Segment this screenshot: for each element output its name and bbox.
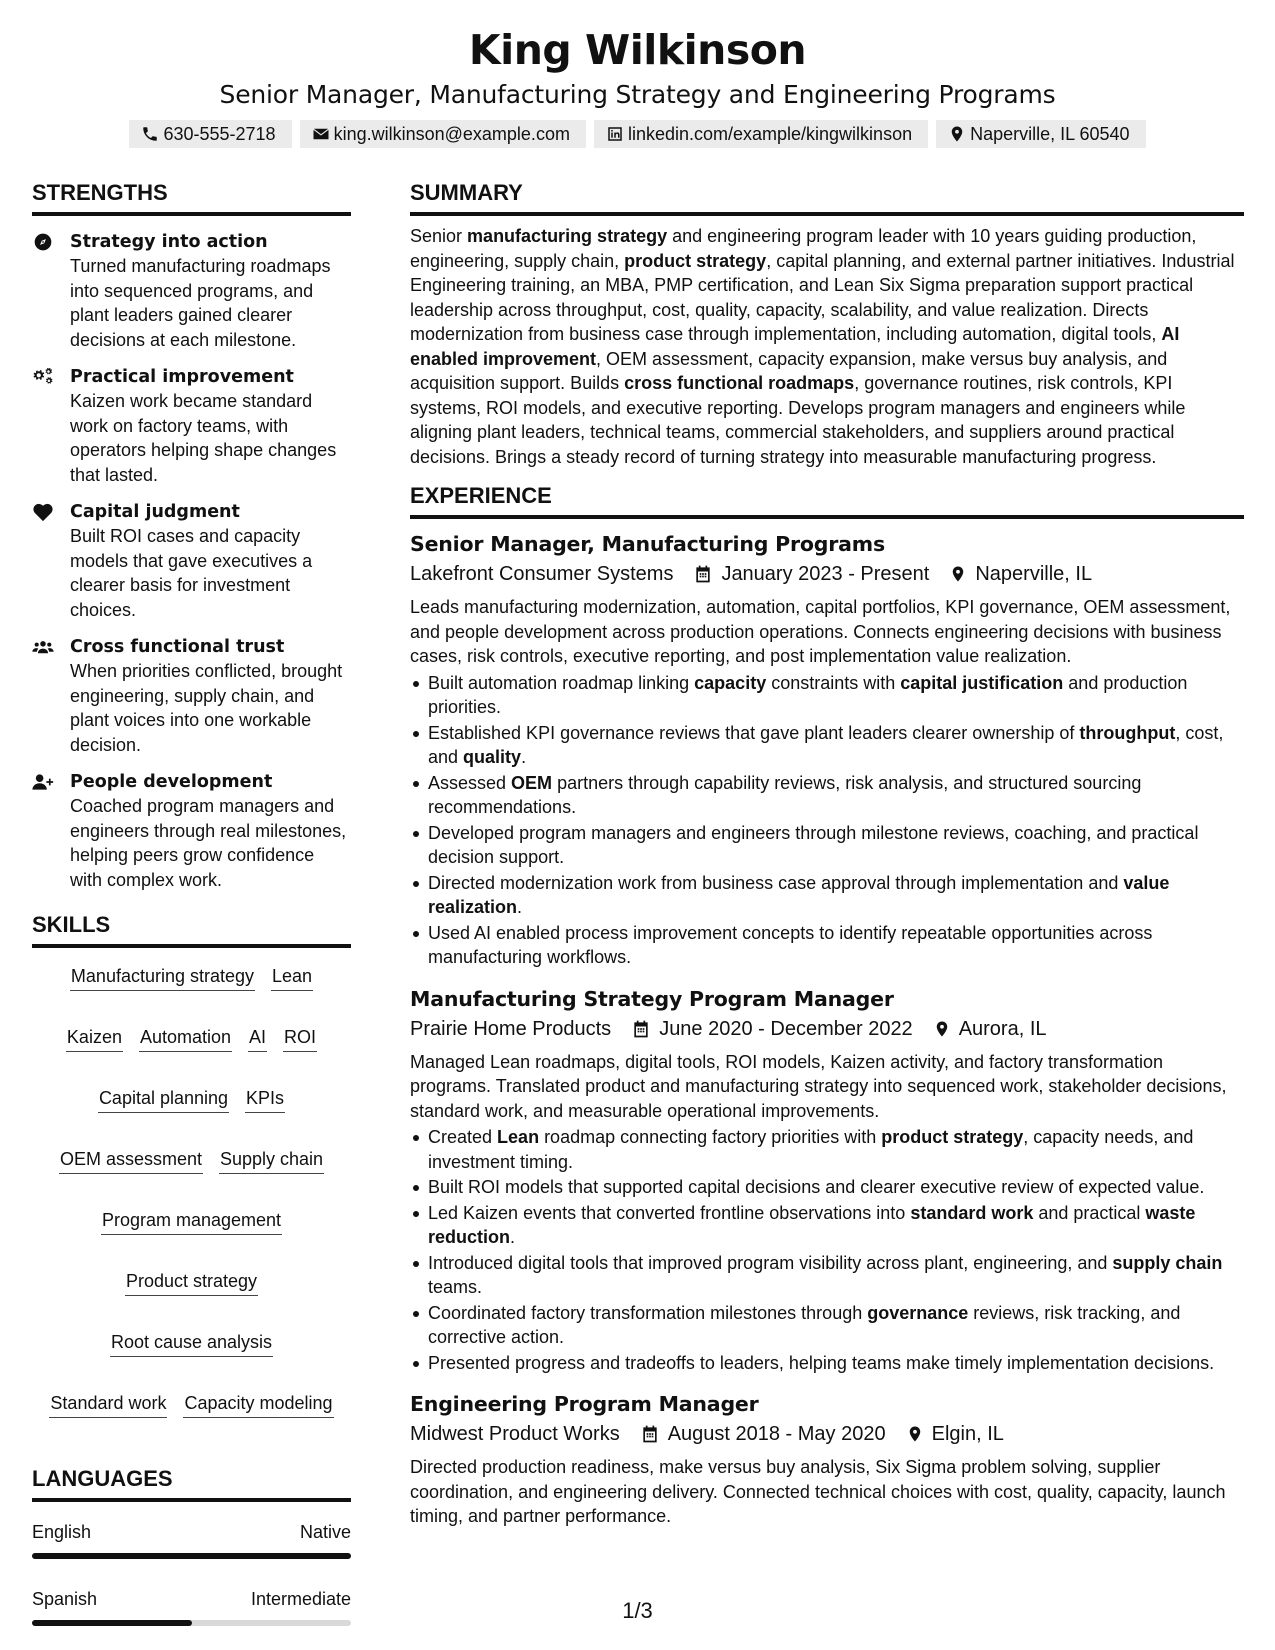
languages-heading: LANGUAGES — [32, 1466, 351, 1502]
skill-tag: ROI — [283, 1025, 317, 1052]
text-run: Senior — [410, 226, 468, 246]
language-proficiency-bar — [32, 1553, 351, 1559]
skills-section — [32, 912, 351, 1418]
job-bullet — [410, 821, 1244, 870]
text-run: , capacity needs, and investment timing. — [428, 1127, 1194, 1172]
text-run: teams. — [428, 1277, 483, 1297]
contact-email-text: king.wilkinson@example.com — [333, 123, 570, 144]
skill-tag: Automation — [139, 1025, 232, 1052]
job-location: Aurora, IL — [958, 1017, 1047, 1040]
job-company: Lakefront Consumer Systems — [410, 563, 674, 585]
strengths-heading: STRENGTHS — [32, 180, 351, 216]
skill-tag: Capital planning — [98, 1086, 229, 1113]
strength-title: People development — [70, 772, 273, 792]
emphasis-text: throughput — [1079, 722, 1176, 743]
text-run: Established KPI governance reviews that gave plant leaders clearer ownership of — [428, 722, 1080, 743]
contact-location — [936, 120, 1145, 148]
job-description: Leads manufacturing modernization, automation, capital portfolios, KPI governance, OEM assessment, and people development across production operations. Connects engineering decisions with business cases, risk controls, executive reporting, and post implementation value realization. — [410, 597, 1231, 666]
skills-list — [32, 964, 351, 1418]
text-run: Developed program managers and engineers through milestone reviews, coaching, and practical decision support. — [428, 822, 1199, 867]
language-level: Intermediate — [250, 1589, 351, 1609]
job-entry — [410, 984, 1244, 1376]
strength-title: Capital judgment — [70, 502, 240, 522]
candidate-name: King Wilkinson — [468, 26, 807, 74]
job-meta — [410, 559, 1244, 589]
job-bullet — [410, 671, 1244, 720]
text-run: Introduced digital tools that improved program visibility across plant, engineering, and — [428, 1252, 1113, 1273]
skill-tag: Supply chain — [219, 1147, 324, 1174]
job-bullet — [410, 1201, 1244, 1250]
emphasis-text: product strategy — [881, 1127, 1024, 1147]
job-bullet — [410, 1301, 1244, 1350]
language-item — [32, 1520, 351, 1559]
text-run: constraints with — [766, 672, 901, 693]
text-run: and engineering program leader with 10 years guiding production, engineering, supply chain, — [410, 226, 1197, 271]
emphasis-text: governance — [867, 1302, 969, 1323]
text-run: Built automation roadmap linking — [428, 672, 695, 693]
skill-tag: OEM assessment — [59, 1147, 203, 1174]
job-meta — [410, 1419, 1244, 1449]
resume-header — [0, 22, 1275, 148]
strength-item — [32, 230, 351, 352]
emphasis-text: product strategy — [624, 250, 767, 271]
text-run: Led Kaizen events that converted frontline observations into — [428, 1202, 911, 1223]
map-pin-icon — [906, 1424, 924, 1444]
job-bullet — [410, 1175, 1244, 1200]
map-pin-icon — [948, 125, 966, 143]
users-icon — [32, 637, 54, 657]
text-run: Presented progress and tradeoffs to leaders, helping teams make timely implementation decisions. — [428, 1352, 1215, 1373]
skill-tag: Standard work — [49, 1391, 167, 1418]
compass-icon — [32, 232, 54, 252]
emphasis-text: waste reduction — [428, 1202, 1196, 1247]
map-pin-icon — [933, 1019, 951, 1039]
text-run: roadmap connecting factory priorities with — [539, 1127, 882, 1147]
emphasis-text: supply chain — [1112, 1252, 1223, 1273]
strength-desc: Turned manufacturing roadmaps into sequenced programs, and plant leaders gained clearer decisions at each milestone. — [70, 256, 331, 350]
right-column — [410, 180, 1244, 1529]
map-pin-icon — [949, 564, 967, 584]
page-number: 1/3 — [622, 1598, 653, 1623]
experience-heading: EXPERIENCE — [410, 483, 1244, 519]
text-run: Created — [428, 1127, 498, 1147]
skill-tag: Root cause analysis — [110, 1330, 273, 1357]
left-column — [32, 180, 351, 1626]
text-run: , OEM assessment, capacity expansion, make versus buy analysis, and acquisition support. Builds — [410, 348, 1168, 393]
strength-desc: When priorities conflicted, brought engineering, supply chain, and plant voices into one workable decision. — [70, 661, 343, 755]
emphasis-text: value realization — [428, 872, 1170, 917]
contact-email[interactable] — [300, 120, 586, 148]
job-title: Manufacturing Strategy Program Manager — [410, 986, 894, 1011]
emphasis-text: manufacturing strategy — [467, 226, 668, 246]
strength-title: Practical improvement — [70, 367, 294, 387]
strength-title: Strategy into action — [70, 232, 268, 252]
summary-text — [410, 224, 1244, 469]
experience-section — [410, 483, 1244, 1529]
calendar-icon — [693, 564, 713, 584]
contact-phone[interactable] — [129, 120, 291, 148]
text-run: , cost, and — [428, 722, 1224, 767]
language-level: Native — [299, 1522, 351, 1542]
contact-bar — [0, 120, 1275, 148]
strength-item — [32, 635, 351, 757]
job-meta — [410, 1014, 1244, 1044]
job-entry — [410, 1389, 1244, 1529]
job-bullet — [410, 771, 1244, 820]
emphasis-text: AI enabled improvement — [410, 324, 1180, 369]
text-run: . — [510, 1227, 516, 1247]
emphasis-text: Lean — [497, 1127, 540, 1147]
skill-tag: AI — [248, 1025, 267, 1052]
text-run: , governance routines, risk controls, KPI systems, ROI models, and executive reporting. Develops program managers and engineers while aligning plant leaders, technical teams, commercial stakeholders, and suppliers around practical decisions. Brings a steady record of turning strategy into measurable manufacturing progress. — [410, 373, 1186, 467]
text-run: partners through capability reviews, risk analysis, and structured sourcing recommendations. — [428, 772, 1142, 817]
job-company: Midwest Product Works — [410, 1423, 620, 1445]
text-run: . — [521, 747, 527, 767]
contact-phone-text: 630-555-2718 — [163, 123, 276, 144]
strength-desc: Coached program managers and engineers through real milestones, helping peers grow confidence with complex work. — [70, 796, 347, 890]
phone-icon — [141, 125, 159, 143]
envelope-icon — [312, 125, 330, 143]
emphasis-text: cross functional roadmaps — [624, 373, 855, 393]
skill-tag: Manufacturing strategy — [70, 964, 255, 991]
language-name: English — [32, 1522, 92, 1542]
skill-tag: Program management — [101, 1208, 282, 1235]
text-run: , capital planning, and external partner initiatives. Industrial Engineering training, an MBA, PMP certification, and Lean Six Sigma preparation support practical leadership across throughput, cost, quality, capacity, scalability, and value realization. Directs modernization from business case through implementation, including automation, digital tools, — [410, 250, 1235, 344]
job-bullet — [410, 871, 1244, 920]
contact-location-text: Naperville, IL 60540 — [970, 123, 1130, 144]
text-run: Built ROI models that supported capital decisions and clearer executive review of expected value. — [428, 1177, 1205, 1197]
summary-section — [410, 180, 1244, 469]
heart-icon — [32, 502, 54, 522]
candidate-title: Senior Manager, Manufacturing Strategy and Engineering Programs — [219, 80, 1056, 109]
job-bullets — [410, 671, 1244, 970]
job-bullet — [410, 721, 1244, 770]
contact-linkedin[interactable] — [594, 120, 928, 148]
calendar-icon — [640, 1424, 660, 1444]
text-run: Used AI enabled process improvement concepts to identify repeatable opportunities across manufacturing workflows. — [428, 922, 1153, 967]
job-location: Elgin, IL — [931, 1423, 1004, 1445]
job-dates: January 2023 - Present — [721, 563, 930, 585]
strength-item — [32, 500, 351, 622]
summary-heading: SUMMARY — [410, 180, 1244, 216]
strength-item — [32, 365, 351, 487]
emphasis-text: capital justification — [900, 672, 1064, 693]
job-bullet — [410, 1351, 1244, 1376]
language-proficiency-fill — [32, 1553, 351, 1559]
language-name: Spanish — [32, 1589, 98, 1609]
gears-icon — [32, 367, 54, 387]
emphasis-text: standard work — [910, 1202, 1034, 1223]
job-title: Senior Manager, Manufacturing Programs — [410, 532, 885, 556]
skill-tag: Product strategy — [125, 1269, 258, 1296]
user-plus-icon — [32, 772, 54, 792]
emphasis-text: OEM — [511, 772, 553, 793]
job-dates: August 2018 - May 2020 — [667, 1423, 886, 1445]
linkedin-icon — [606, 125, 624, 143]
text-run: and practical — [1033, 1202, 1146, 1223]
job-entry — [410, 529, 1244, 970]
strength-item — [32, 770, 351, 892]
skill-tag: Capacity modeling — [183, 1391, 333, 1418]
job-description: Managed Lean roadmaps, digital tools, ROI models, Kaizen activity, and factory transformation programs. Translated product and manufacturing strategy into sequenced work, stakeholder decisions, standard work, and measurable operational improvements. — [410, 1051, 1227, 1121]
job-title: Engineering Program Manager — [410, 1392, 759, 1416]
skill-tag: Kaizen — [66, 1025, 123, 1052]
text-run: Assessed — [428, 772, 512, 793]
job-bullet — [410, 1251, 1244, 1300]
skill-tag: KPIs — [245, 1086, 285, 1113]
emphasis-text: quality — [463, 747, 522, 767]
strength-desc: Kaizen work became standard work on factory teams, with operators helping shape changes that lasted. — [70, 391, 337, 485]
strength-title: Cross functional trust — [70, 637, 285, 657]
job-bullet — [410, 921, 1244, 970]
job-location: Naperville, IL — [975, 563, 1093, 585]
contact-linkedin-text: linkedin.com/example/kingwilkinson — [627, 123, 913, 144]
text-run: reviews, risk tracking, and corrective action. — [428, 1302, 1181, 1347]
job-bullets — [410, 1125, 1244, 1375]
job-bullet — [410, 1125, 1244, 1174]
text-run: Coordinated factory transformation milestones through — [428, 1302, 868, 1323]
emphasis-text: capacity — [694, 672, 767, 693]
skill-tag: Lean — [271, 964, 313, 991]
skills-heading: SKILLS — [32, 912, 351, 948]
text-run: Directed modernization work from business case approval through implementation and — [428, 872, 1124, 893]
job-dates: June 2020 - December 2022 — [659, 1017, 913, 1040]
job-company: Prairie Home Products — [410, 1017, 612, 1040]
text-run: and production priorities. — [428, 672, 1188, 717]
text-run: . — [517, 897, 523, 917]
job-description: Directed production readiness, make versus buy analysis, Six Sigma problem solving, supplier coordination, and engineering delivery. Connected technical choices with cost, quality, capacity, launch timing, and partner performance. — [410, 1457, 1226, 1526]
strength-desc: Built ROI cases and capacity models that gave executives a clearer basis for investment choices. — [70, 526, 313, 620]
strengths-section — [32, 180, 351, 892]
calendar-icon — [631, 1019, 651, 1039]
